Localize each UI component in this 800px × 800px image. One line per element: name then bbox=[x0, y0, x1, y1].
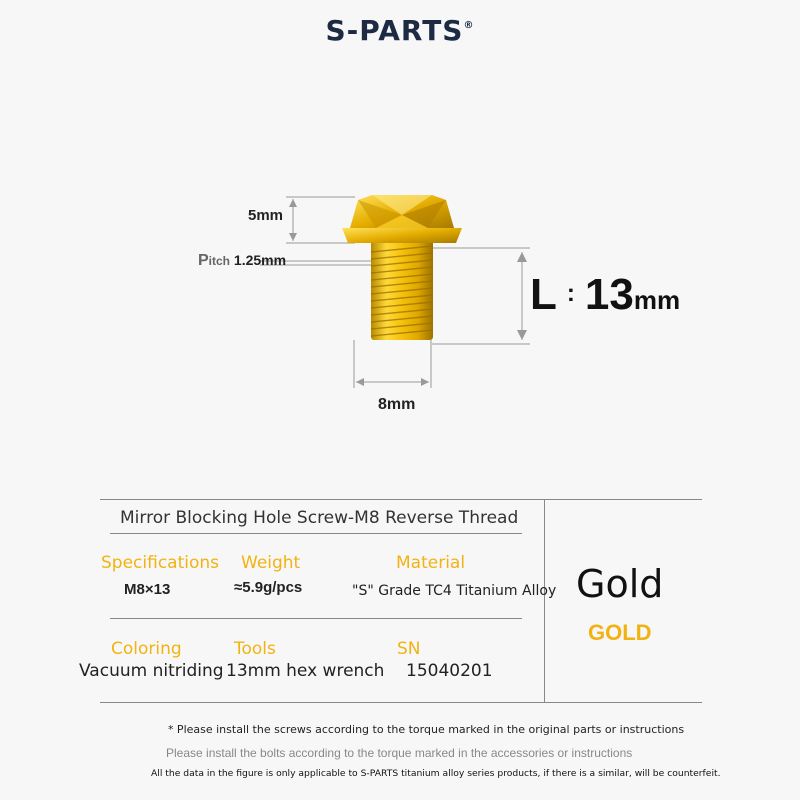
color-name: Gold bbox=[576, 562, 664, 606]
screw-body bbox=[371, 240, 433, 340]
install-note: Please install the bolts according to the torque marked in the accessories or instructions bbox=[166, 746, 633, 760]
table-top-border bbox=[100, 499, 702, 500]
product-title: Mirror Blocking Hole Screw-M8 Reverse Thread bbox=[120, 508, 519, 528]
coloring-value: Vacuum nitriding bbox=[79, 661, 224, 681]
specifications-label: Specifications bbox=[101, 553, 220, 573]
color-code: GOLD bbox=[588, 620, 652, 645]
registered-mark: ® bbox=[463, 20, 475, 31]
weight-label: Weight bbox=[241, 553, 301, 573]
screw-flange bbox=[342, 228, 462, 243]
specifications-value: M8×13 bbox=[124, 581, 171, 598]
material-label: Material bbox=[396, 553, 466, 573]
head-height-label: 5mm bbox=[248, 207, 284, 224]
tools-value: 13mm hex wrench bbox=[226, 661, 385, 681]
thread-diameter-label: 8mm bbox=[378, 396, 416, 413]
coloring-label: Coloring bbox=[111, 639, 182, 659]
weight-value: ≈5.9g/pcs bbox=[234, 579, 303, 596]
length-letter: L bbox=[530, 270, 557, 319]
pitch-value: 1.25mm bbox=[233, 252, 287, 268]
length-colon: : bbox=[566, 280, 575, 307]
length-unit: mm bbox=[633, 285, 681, 315]
sn-label: SN bbox=[397, 639, 421, 659]
title-underline bbox=[110, 533, 522, 534]
brand-name: S-PARTS bbox=[325, 14, 464, 47]
material-value: "S" Grade TC4 Titanium Alloy bbox=[352, 583, 557, 599]
screw-head bbox=[350, 195, 454, 228]
table-bottom-border bbox=[100, 702, 702, 703]
length-dimension bbox=[530, 270, 680, 320]
table-divider bbox=[544, 499, 545, 702]
torque-note: * Please install the screws according to the torque marked in the original parts or instructions bbox=[167, 723, 685, 736]
pitch-p: P bbox=[198, 252, 209, 269]
tools-label: Tools bbox=[234, 639, 276, 659]
sn-value: 15040201 bbox=[406, 661, 493, 681]
disclaimer-note: All the data in the figure is only applicable to S-PARTS titanium alloy series products, if there is a similar, will be counterfeit. bbox=[151, 768, 721, 779]
pitch-itch: itch bbox=[208, 254, 231, 268]
row-divider bbox=[110, 618, 522, 619]
length-value: 13 bbox=[584, 270, 634, 319]
pitch-label bbox=[198, 252, 286, 270]
